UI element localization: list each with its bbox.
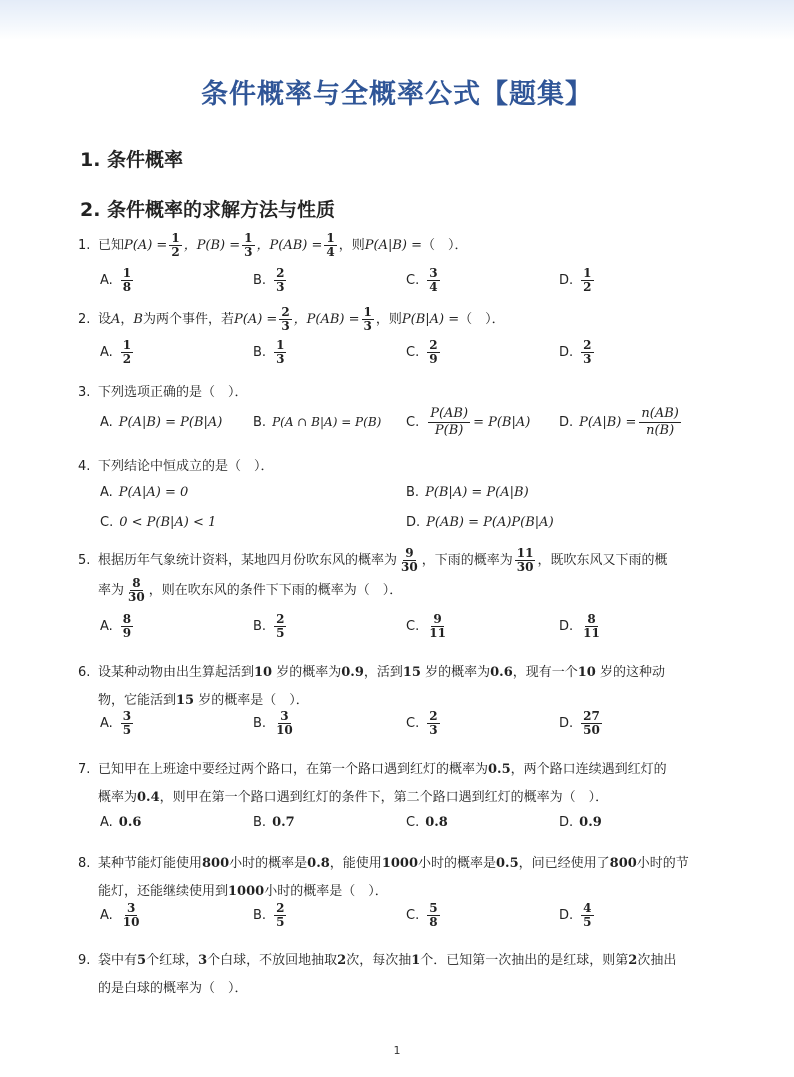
question-1 [78,232,718,259]
fraction: $\frac{1}{2}$ [171,231,180,259]
option-a[interactable]: A. P(A|A) = 0 [100,484,189,500]
option-c[interactable]: C. 0 < P(B|A) < 1 [100,514,217,530]
question-text-line1: 袋中有5个红球，3个白球，不放回地抽取2次，每次抽1个．已知第一次抽出的是红球，则第2次抽出 [98,953,677,968]
option-d[interactable]: D. $\frac{8}{11}$ [559,611,600,640]
page-number: 1 [393,1044,401,1057]
question-text: 设A，B为两个事件，若P(A) = $\frac{2}{3}$ ，P(AB) = $\frac{1}{3}$ ，则P(B|A) =（ ）． [98,305,505,333]
option-d[interactable]: D. $\frac{4}{5}$ [559,900,592,929]
page-title: 条件概率与全概率公式【题集】 [201,79,593,110]
option-a[interactable]: A. $\frac{1}{8}$ [100,265,132,294]
question-text-line1: 某种节能灯能使用800小时的概率是0.8，能使用1000小时的概率是0.5，问已经使用了800小时的节 [98,856,689,871]
question-7-options [100,811,720,833]
question-6-options [100,705,720,741]
question-1-options [100,262,720,298]
option-c[interactable]: C. $\frac{3}{4}$ [406,265,438,294]
option-a[interactable]: A. P(A|B) = P(B|A) [100,414,223,430]
question-9 [78,947,718,1003]
option-c[interactable]: C. $\frac{2}{3}$ [406,708,438,737]
question-2-options [100,334,720,370]
question-text: 下列选项正确的是（ ）． [98,385,248,400]
question-4-options-row1 [100,478,720,506]
option-a[interactable]: A. $\frac{3}{5}$ [100,708,132,737]
question-8-options [100,897,720,933]
option-b[interactable]: B. P(A ∩ B|A) = P(B) [253,414,382,430]
option-c[interactable]: C. 0.8 [406,814,448,830]
option-a[interactable]: A. 0.6 [100,814,142,830]
question-7 [78,756,718,812]
question-number: 5. [78,553,91,568]
question-2 [78,306,718,333]
option-a[interactable]: A. $\frac{3}{10}$ [100,900,140,929]
question-number: 3. [78,385,91,400]
option-b[interactable]: B. $\frac{2}{5}$ [253,611,285,640]
option-d[interactable]: D. $\frac{2}{3}$ [559,337,592,366]
option-b[interactable]: B. $\frac{1}{3}$ [253,337,285,366]
option-d[interactable]: D. $\frac{27}{50}$ [559,708,600,737]
option-c[interactable]: C. $\frac{9}{11}$ [406,611,446,640]
section-heading-2: 2. 条件概率的求解方法与性质 [80,199,336,221]
option-b[interactable]: B. P(B|A) = P(A|B) [406,484,529,500]
question-3-options [100,404,720,440]
option-d[interactable]: D. P(A|B) = $\frac{n(AB)}{n(B)}$ [559,405,679,438]
option-d[interactable]: D. P(AB) = P(A)P(B|A) [406,514,554,530]
section-heading-1: 1. 条件概率 [80,149,184,171]
question-5-options [100,608,720,644]
option-a[interactable]: A. $\frac{1}{2}$ [100,337,132,366]
question-text: 已知P(A) = $\frac{1}{2}$ ，P(B) = $\frac{1}{3}$ ，P(AB) = $\frac{1}{4}$ ，则P(A|B) =（ ）． [98,231,468,259]
question-4-options-row2 [100,508,720,536]
header-band [0,0,794,40]
question-4 [78,459,718,475]
question-number: 9. [78,953,91,968]
question-number: 4. [78,459,91,474]
question-5 [78,546,718,606]
question-3 [78,385,718,401]
question-number: 6. [78,665,91,680]
option-c[interactable]: C. $\frac{5}{8}$ [406,900,438,929]
fraction: $\frac{1}{4}$ [326,231,335,259]
question-text-line2: 概率为0.4，则甲在第一个路口遇到红灯的条件下，第二个路口遇到红灯的概率为（ ）． [98,790,609,805]
option-d[interactable]: D. 0.9 [559,814,602,830]
option-b[interactable]: B. 0.7 [253,814,295,830]
fraction: $\frac{1}{3}$ [244,231,253,259]
option-b[interactable]: B. $\frac{2}{3}$ [253,265,285,294]
question-number: 1. [78,238,91,253]
question-number: 2. [78,312,91,327]
option-c[interactable]: C. $\frac{2}{9}$ [406,337,438,366]
question-text-line1: 根据历年气象统计资料，某地四月份吹东风的概率为 $\frac{9}{30}$ ，下雨的概率为 $\frac{11}{30}$ ，既吹东风又下雨的概 [98,546,668,574]
question-text-line1: 已知甲在上班途中要经过两个路口，在第一个路口遇到红灯的概率为0.5，两个路口连续遇到红灯的 [98,762,667,777]
question-text: 下列结论中恒成立的是（ ）． [98,459,274,474]
option-a[interactable]: A. $\frac{8}{9}$ [100,611,132,640]
question-number: 8. [78,856,91,871]
option-c[interactable]: C. $\frac{P(AB)}{P(B)}$ = P(B|A) [406,405,531,438]
question-text-line2: 物，它能活到15 岁的概率是（ ）． [98,693,309,708]
option-b[interactable]: B. $\frac{2}{5}$ [253,900,285,929]
question-text-line1: 设某种动物由出生算起活到10 岁的概率为0.9，活到15 岁的概率为0.6，现有一个10 岁的这种动 [98,665,665,680]
question-number: 7. [78,762,91,777]
question-text-line2: 能灯，还能继续使用到1000小时的概率是（ ）． [98,884,388,899]
option-d[interactable]: D. $\frac{1}{2}$ [559,265,592,294]
question-text-line2: 的是白球的概率为（ ）． [98,981,248,996]
question-text-line2: 率为 $\frac{8}{30}$ ，则在吹东风的条件下下雨的概率为（ ）． [98,576,403,604]
option-b[interactable]: B. $\frac{3}{10}$ [253,708,293,737]
